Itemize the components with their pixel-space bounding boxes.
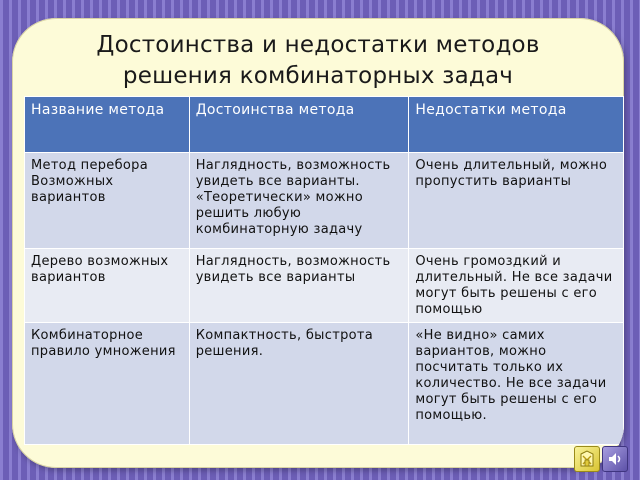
- cell-method-name: Комбинаторное правило умножения: [25, 323, 190, 445]
- cell-method-name: Метод перебора Возможных вариантов: [25, 153, 190, 249]
- home-button[interactable]: [574, 446, 600, 472]
- slide-card: [12, 18, 624, 468]
- cell-disadvantages: Очень громоздкий и длительный. Не все задачи могут быть решены с его помощью: [409, 249, 624, 323]
- slide-title-line-1: Достоинства и недостатки методов: [96, 32, 540, 58]
- speaker-back-icon: [603, 447, 627, 471]
- back-button[interactable]: [602, 446, 628, 472]
- cell-advantages: Наглядность, возможность увидеть все варианты: [189, 249, 409, 323]
- table-row: [25, 323, 624, 445]
- slide-title-line-2: решения комбинаторных задач: [122, 63, 514, 89]
- table-header-row: [25, 97, 624, 153]
- home-icon: [575, 447, 599, 471]
- cell-advantages: Компактность, быстрота решения.: [189, 323, 409, 445]
- cell-advantages: Наглядность, возможность увидеть все варианты. «Теоретически» можно решить любую комбинаторную задачу: [189, 153, 409, 249]
- cell-disadvantages: «Не видно» самих вариантов, можно посчитать только их количество. Не все задачи могут быть решены с его помощью.: [409, 323, 624, 445]
- header-method-name: Название метода: [25, 97, 190, 153]
- table-row: [25, 153, 624, 249]
- header-advantages: Достоинства метода: [189, 97, 409, 153]
- header-disadvantages: Недостатки метода: [409, 97, 624, 153]
- cell-disadvantages: Очень длительный, можно пропустить варианты: [409, 153, 624, 249]
- table-row: [25, 249, 624, 323]
- cell-method-name: Дерево возможных вариантов: [25, 249, 190, 323]
- slide-title: [12, 30, 624, 92]
- methods-table: [24, 96, 624, 445]
